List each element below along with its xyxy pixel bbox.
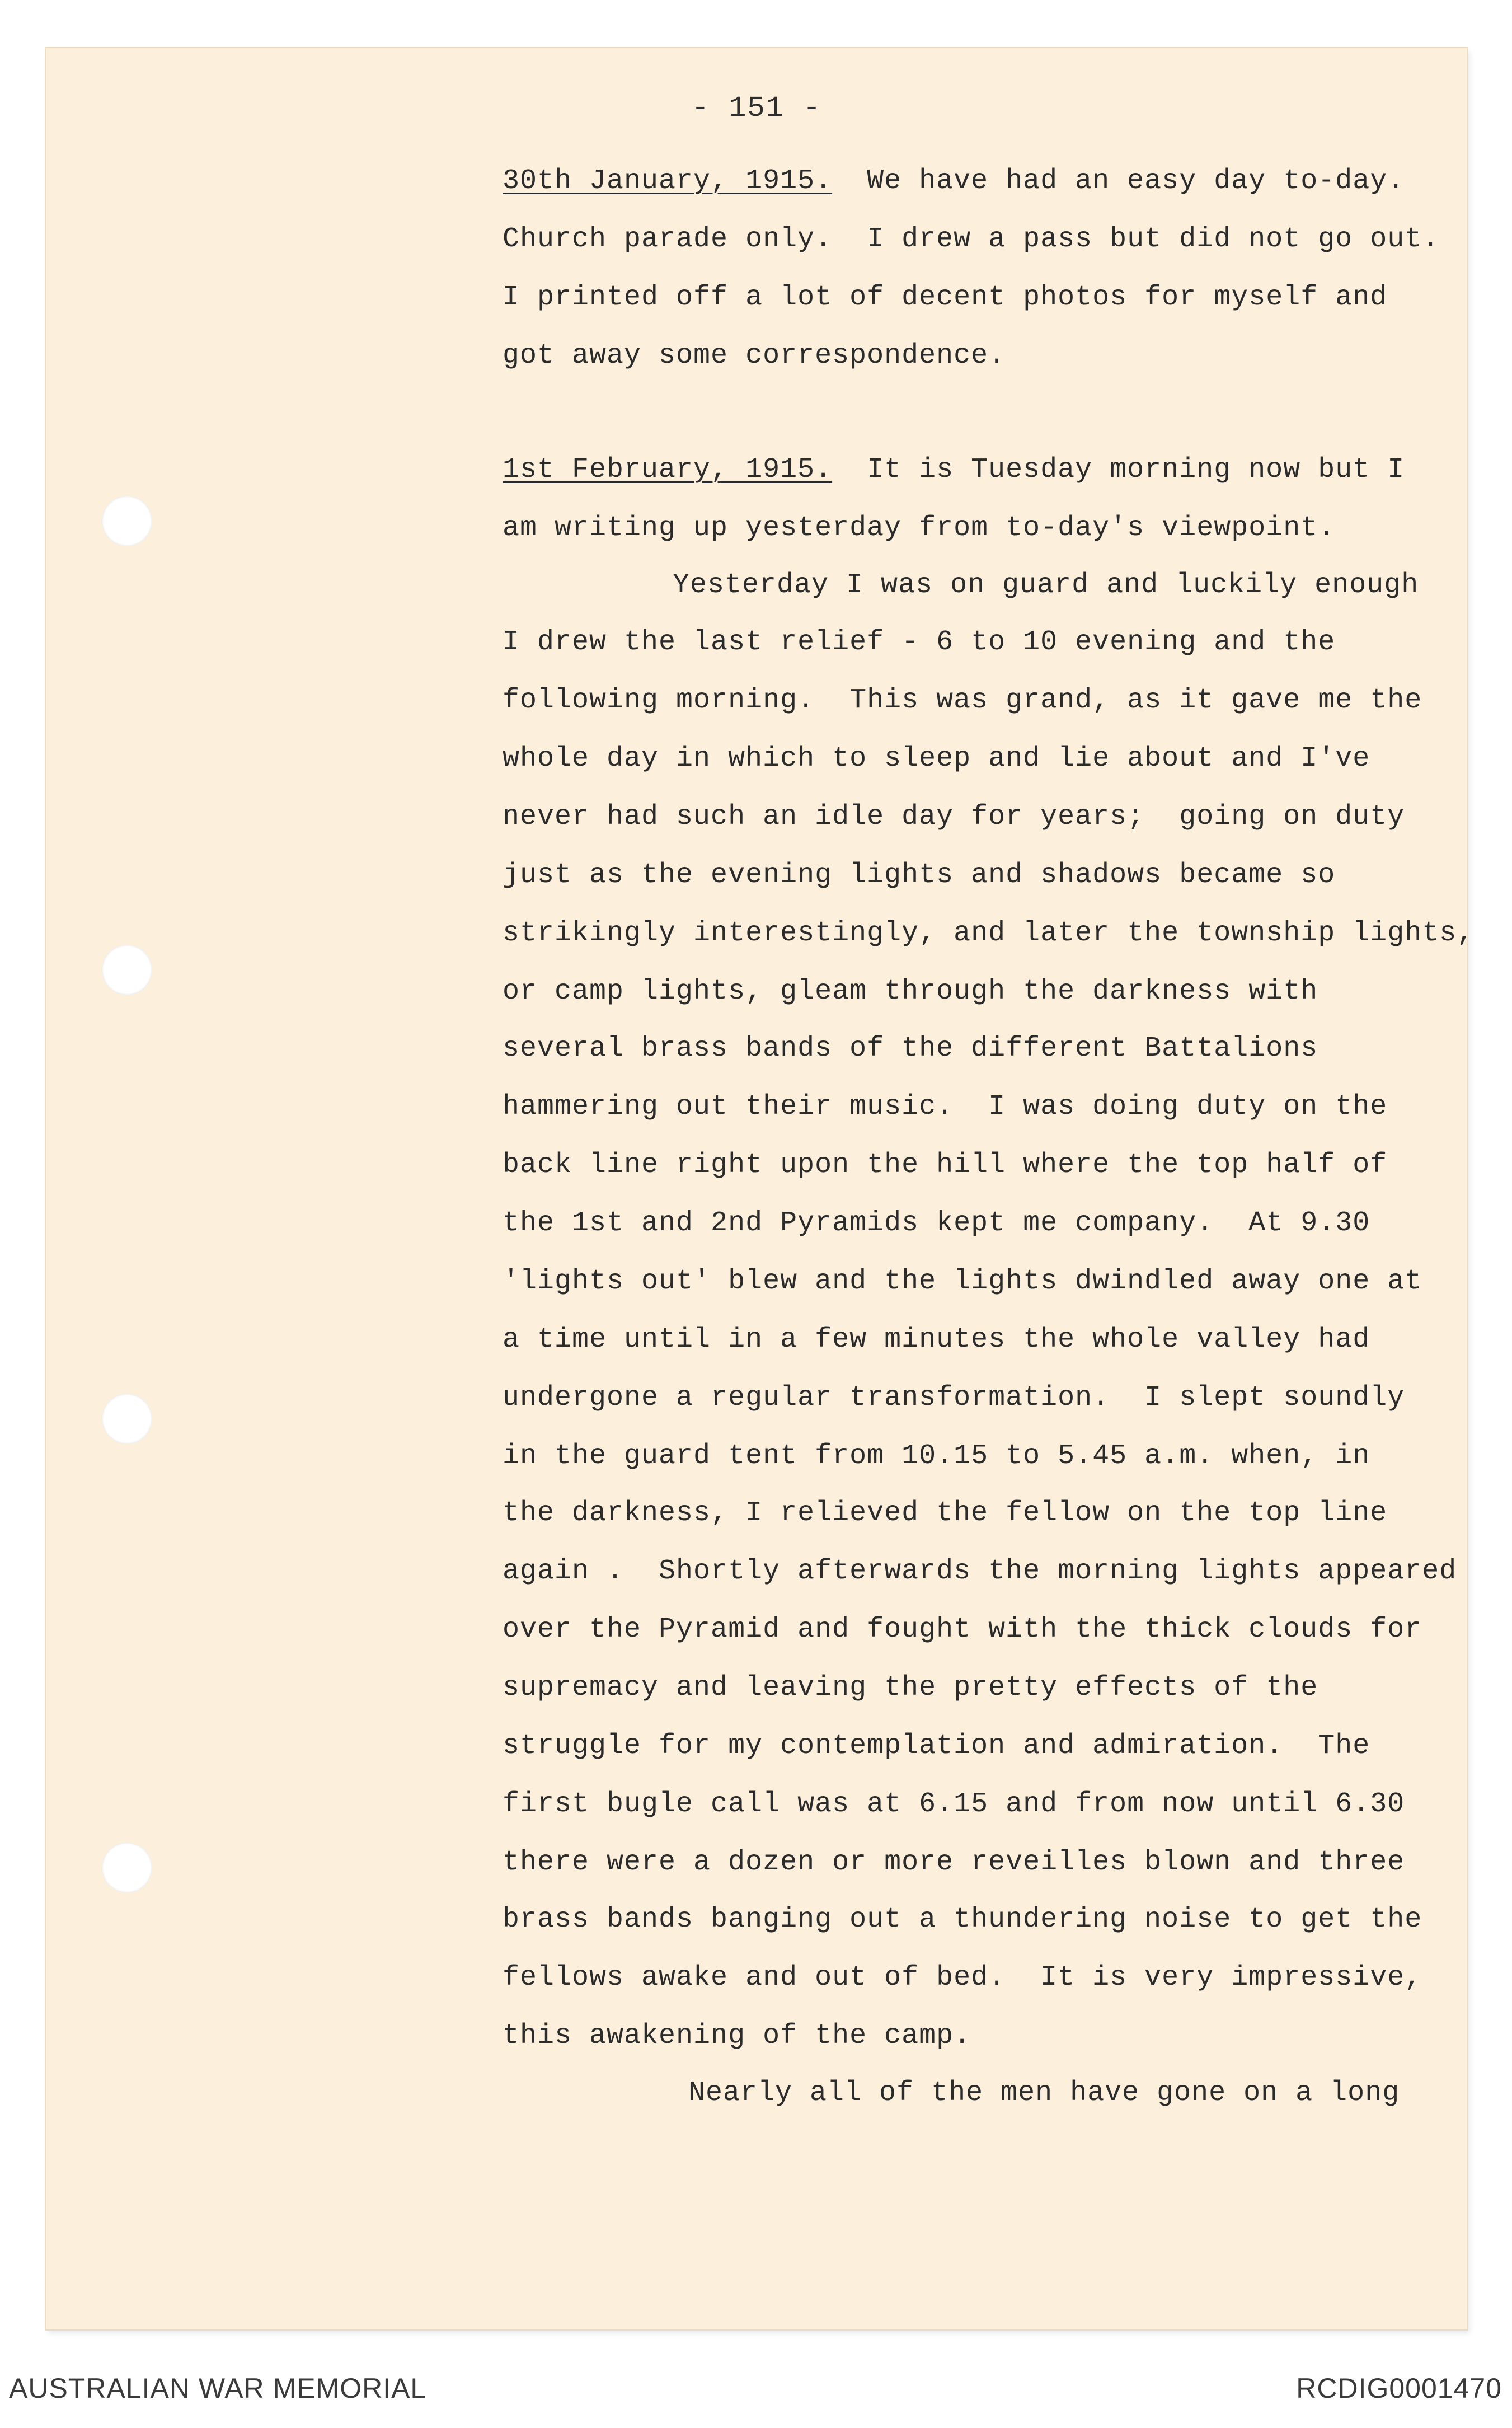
entry-line: or camp lights, gleam through the darkness with (503, 976, 1318, 1007)
entry-line: a time until in a few minutes the whole valley had (503, 1324, 1370, 1356)
entry-line (503, 165, 1405, 198)
punch-hole (102, 496, 152, 546)
entry-line: I printed off a lot of decent photos for myself and (503, 282, 1388, 313)
entry-line: again . Shortly afterwards the morning lights appeared (503, 1555, 1457, 1587)
entry-line: the darkness, I relieved the fellow on the top line (503, 1497, 1388, 1529)
entry-line: first bugle call was at 6.15 and from now until 6.30 (503, 1788, 1405, 1820)
entry-line: 'lights out' blew and the lights dwindled away one at (503, 1265, 1422, 1297)
entry-line: Yesterday I was on guard and luckily enough (673, 569, 1419, 601)
entry-line: struggle for my contemplation and admiration. The (503, 1730, 1370, 1762)
punch-hole (102, 1394, 152, 1444)
entry-text: We have had an easy day to-day. (832, 165, 1405, 197)
entry-line (503, 453, 1405, 487)
entry-line: I drew the last relief - 6 to 10 evening and the (503, 626, 1336, 658)
entry-line: over the Pyramid and fought with the thick clouds for (503, 1614, 1422, 1646)
entry-date: 30th January, 1915. (503, 165, 833, 197)
punch-hole (102, 945, 152, 995)
entry-line: fellows awake and out of bed. It is very impressive, (503, 1962, 1422, 1994)
entry-date: 1st February, 1915. (503, 454, 833, 486)
entry-line: several brass bands of the different Battalions (503, 1033, 1318, 1065)
entry-line: undergone a regular transformation. I slept soundly (503, 1382, 1405, 1414)
entry-line: the 1st and 2nd Pyramids kept me company. At 9.30 (503, 1207, 1370, 1239)
entry-line: never had such an idle day for years; going on duty (503, 801, 1405, 833)
entry-line: following morning. This was grand, as it gave me the (503, 685, 1422, 716)
punch-hole (102, 1843, 152, 1893)
entry-line: hammering out their music. I was doing duty on the (503, 1091, 1388, 1123)
entry-line: got away some correspondence. (503, 340, 1006, 372)
entry-line: this awakening of the camp. (503, 2020, 971, 2052)
entry-line: whole day in which to sleep and lie about and I've (503, 743, 1370, 775)
entry-line: strikingly interestingly, and later the township lights, (503, 917, 1475, 949)
footer-publisher: AUSTRALIAN WAR MEMORIAL (9, 2373, 427, 2404)
page-number: - 151 - (691, 92, 822, 125)
entry-line: just as the evening lights and shadows became so (503, 859, 1336, 891)
entry-line: in the guard tent from 10.15 to 5.45 a.m. when, in (503, 1440, 1370, 1472)
entry-line: am writing up yesterday from to-day's viewpoint. (503, 512, 1336, 544)
entry-line: back line right upon the hill where the top half of (503, 1149, 1388, 1181)
footer-record-id: RCDIG0001470 (1296, 2373, 1502, 2404)
document-page (46, 48, 1475, 2329)
entry-line: supremacy and leaving the pretty effects of the (503, 1672, 1318, 1704)
entry-line: Nearly all of the men have gone on a long (688, 2077, 1400, 2109)
entry-line: there were a dozen or more reveilles blown and three (503, 1846, 1405, 1878)
entry-line: Church parade only. I drew a pass but did not go out. (503, 223, 1440, 255)
entry-line: brass bands banging out a thundering noise to get the (503, 1904, 1422, 1935)
entry-text: It is Tuesday morning now but I (832, 454, 1405, 486)
